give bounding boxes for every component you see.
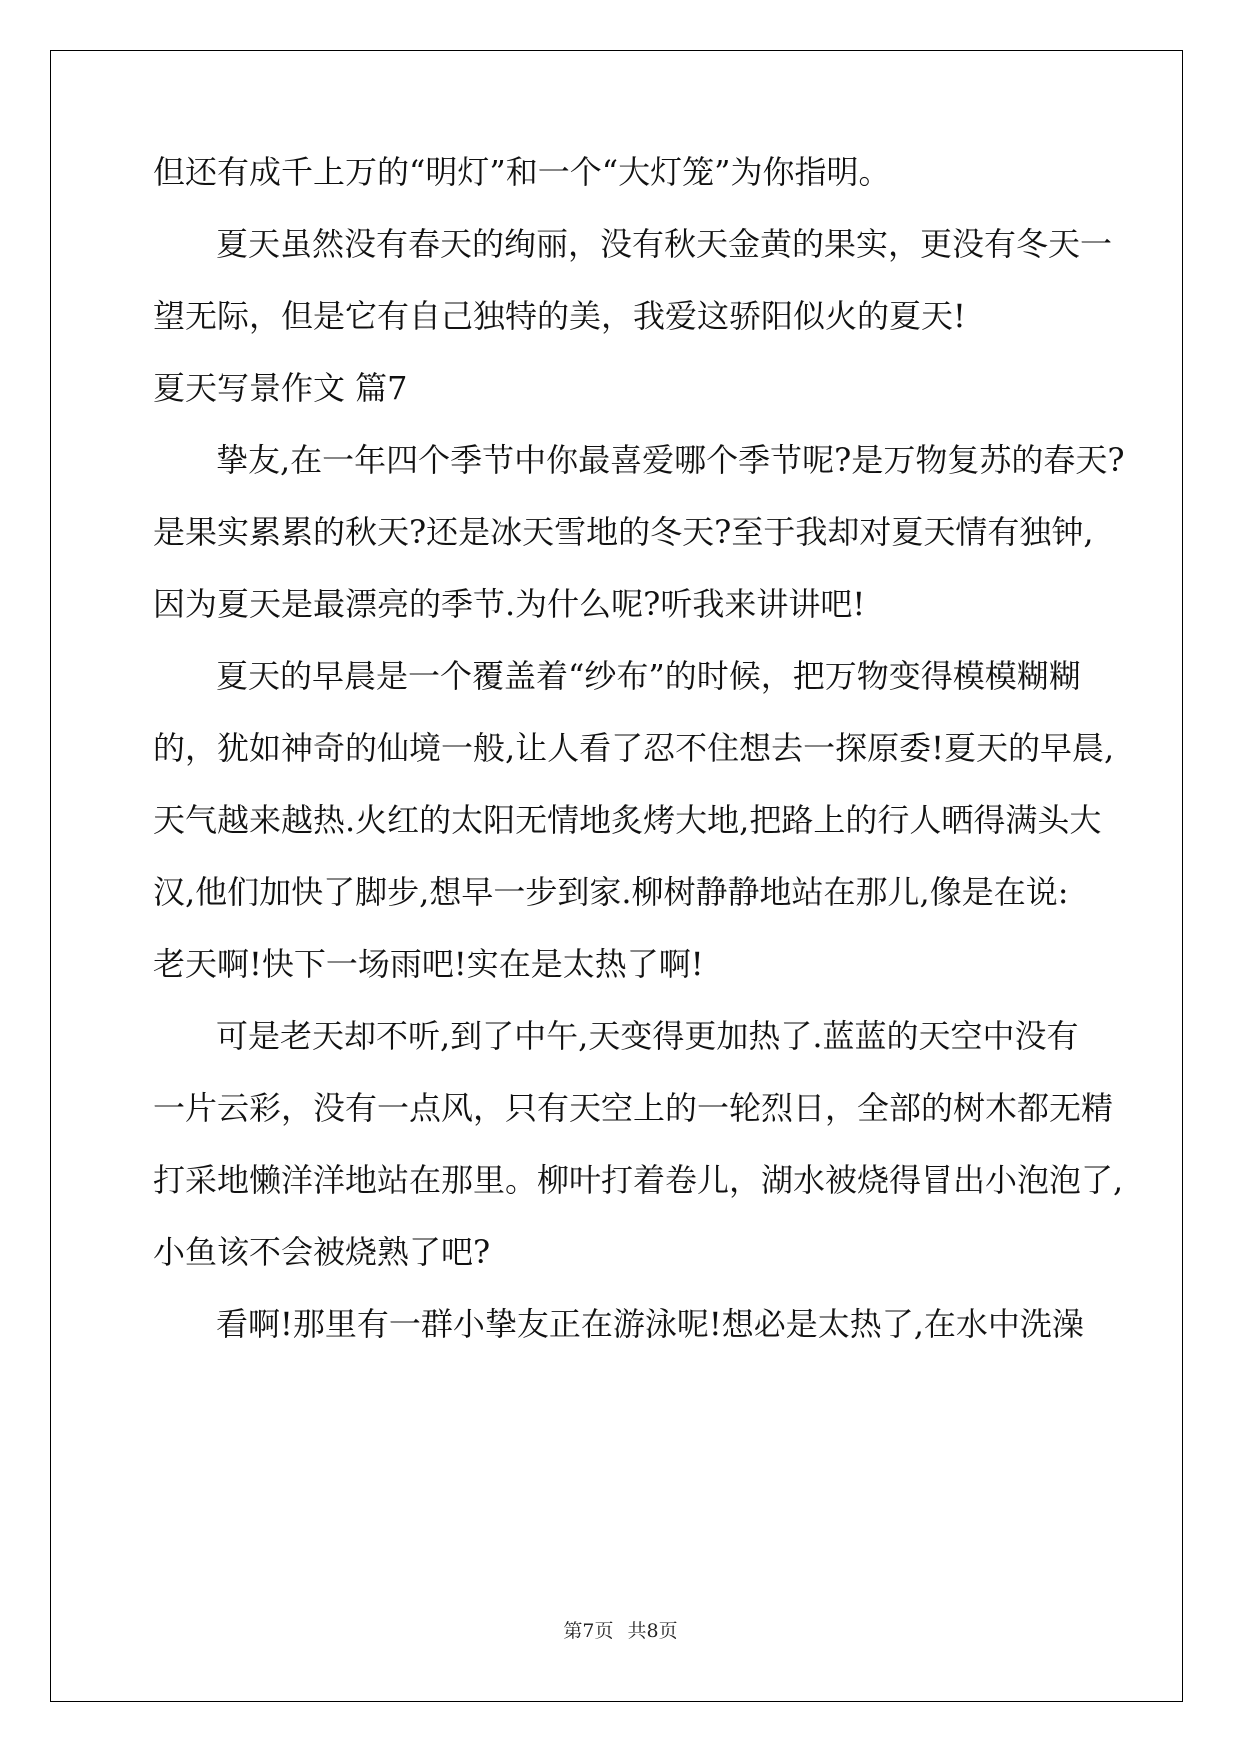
text-line: 老天啊!快下一场雨吧!实在是太热了啊! [153,945,704,983]
paragraph-start: 看啊!那里有一群小挚友正在游泳呢!想必是太热了,在水中洗澡 [216,1305,1084,1343]
paragraph-start: 挚友,在一年四个季节中你最喜爱哪个季节呢?是万物复苏的春天? [216,441,1125,479]
text-line: 一片云彩，没有一点风，只有天空上的一轮烈日，全部的树木都无精 [153,1089,1114,1127]
text-line: 但还有成千上万的“明灯”和一个“大灯笼”为你指明。 [153,153,891,191]
text-line: 打采地懒洋洋地站在那里。柳叶打着卷儿，湖水被烧得冒出小泡泡了, [153,1161,1124,1199]
text-line: 天气越来越热.火红的太阳无情地炙烤大地,把路上的行人晒得满头大 [153,801,1102,839]
text-line: 的，犹如神奇的仙境一般,让人看了忍不住想去一探原委!夏天的早晨, [153,729,1115,767]
text-line: 小鱼该不会被烧熟了吧? [153,1233,491,1271]
text-line: 是果实累累的秋天?还是冰天雪地的冬天?至于我却对夏天情有独钟, [153,513,1094,551]
text-line: 因为夏天是最漂亮的季节.为什么呢?听我来讲讲吧! [153,585,866,623]
page-total: 共8页 [627,1620,678,1642]
paragraph-start: 夏天虽然没有春天的绚丽，没有秋天金黄的果实，更没有冬天一 [216,225,1113,263]
text-line: 汉,他们加快了脚步,想早一步到家.柳树静静地站在那儿,像是在说: [153,873,1069,911]
paragraph-start: 可是老天却不听,到了中午,天变得更加热了.蓝蓝的天空中没有 [216,1017,1079,1055]
section-heading: 夏天写景作文 篇7 [153,369,408,407]
page-number: 第7页 [563,1620,614,1642]
paragraph-start: 夏天的早晨是一个覆盖着“纱布”的时候，把万物变得模模糊糊 [216,657,1081,695]
text-line: 望无际，但是它有自己独特的美，我爱这骄阳似火的夏天! [153,297,966,335]
page-footer [0,1616,1241,1643]
